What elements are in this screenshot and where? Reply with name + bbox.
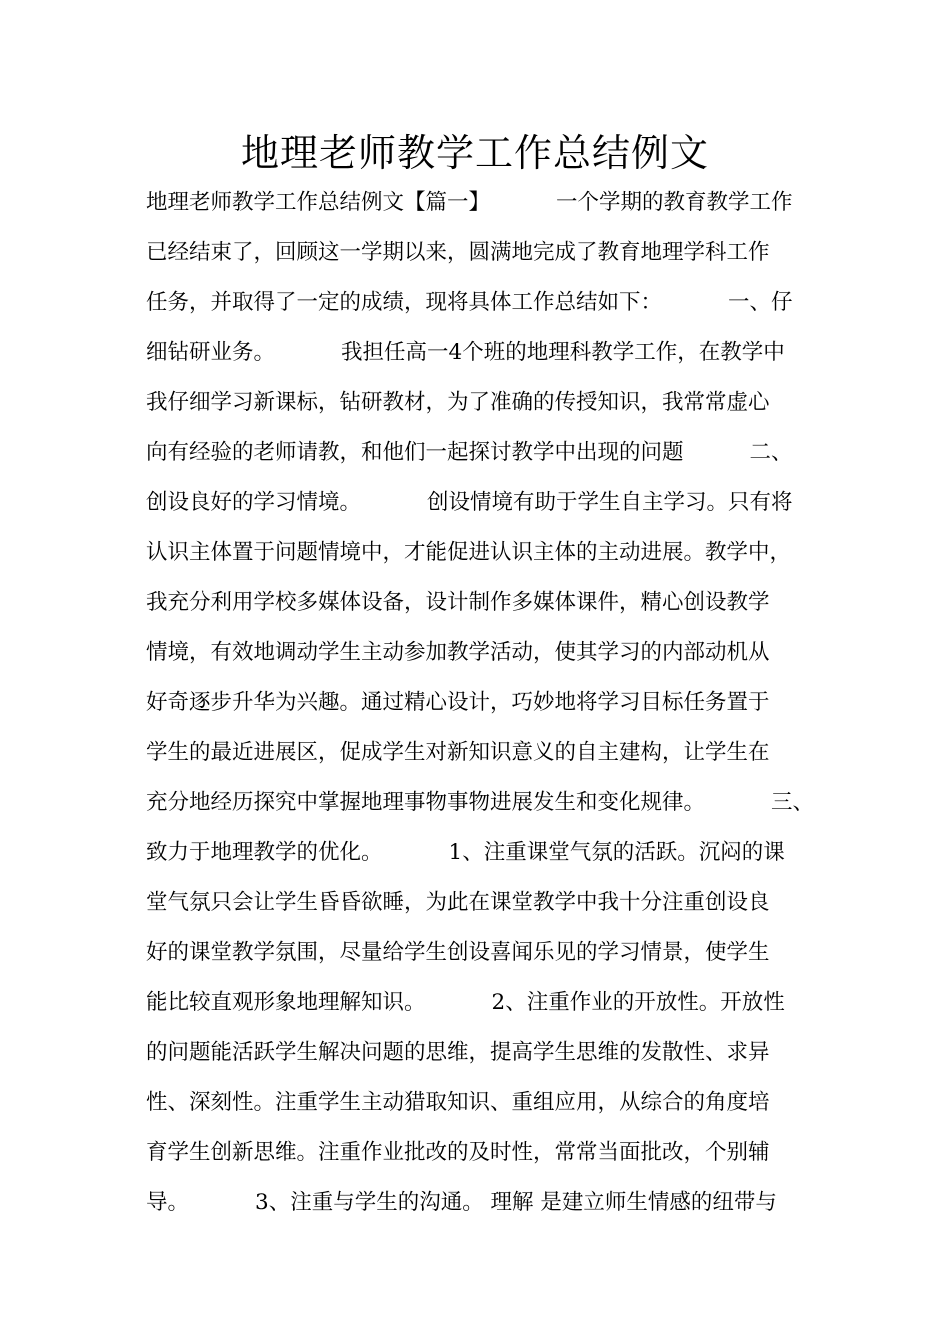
body-text-segment: 地理老师教学工作总结例文【篇一】 [146, 190, 491, 215]
body-text-segment: 二、 [749, 440, 793, 465]
body-text-segment: 育学生创新思维。注重作业批改的及时性，常常当面批改，个别辅 [146, 1140, 770, 1165]
body-text-segment: 能比较直观形象地理解知识。 [146, 990, 426, 1015]
body-line [146, 378, 826, 428]
body-text-segment: 学生的最近进展区，促成学生对新知识意义的自主建构，让学生在 [146, 740, 770, 765]
body-line [146, 878, 826, 928]
body-line [146, 978, 826, 1028]
body-line [146, 678, 826, 728]
body-text-segment: 细钻研业务。 [146, 340, 276, 365]
body-text-segment: 一个学期的教育教学工作 [556, 190, 793, 215]
body-text-segment: 三、 [771, 790, 815, 815]
body-text-segment: 认识主体置于问题情境中，才能促进认识主体的主动进展。教学中， [146, 540, 792, 565]
body-text-segment: 我担任高一4个班的地理科教学工作，在教学中 [341, 340, 785, 365]
body-text-segment: 致力于地理教学的优化。 [146, 840, 383, 865]
body-line [146, 428, 826, 478]
body-text-segment: 创设良好的学习情境。 [146, 490, 362, 515]
body-line [146, 1078, 826, 1128]
body-text-segment: 我仔细学习新课标，钻研教材，为了准确的传授知识，我常常虚心 [146, 390, 770, 415]
document-title: 地理老师教学工作总结例文 [240, 131, 709, 175]
body-text-segment: 性、深刻性。注重学生主动猎取知识、重组应用，从综合的角度培 [146, 1090, 770, 1115]
body-text-segment: 情境，有效地调动学生主动参加教学活动，使其学习的内部动机从 [146, 640, 770, 665]
body-line [146, 1128, 826, 1178]
body-text-segment: 任务，并取得了一定的成绩，现将具体工作总结如下： [146, 290, 663, 315]
body-line [146, 328, 826, 378]
body-text-segment: 已经结束了，回顾这一学期以来，圆满地完成了教育地理学科工作 [146, 240, 770, 265]
body-line [146, 1028, 826, 1078]
body-line [146, 1178, 826, 1228]
body-line [146, 178, 826, 228]
body-text-segment: 3、注重与学生的沟通。 理解 是建立师生情感的纽带与 [255, 1190, 777, 1215]
body-line [146, 478, 826, 528]
body-line [146, 228, 826, 278]
body-text-segment: 2、注重作业的开放性。开放性 [491, 990, 785, 1015]
body-line [146, 528, 826, 578]
body-line [146, 278, 826, 328]
body-text-segment: 一、仔 [728, 290, 793, 315]
body-text-segment: 我充分利用学校多媒体设备，设计制作多媒体课件，精心创设教学 [146, 590, 770, 615]
body-line [146, 728, 826, 778]
body-line [146, 778, 826, 828]
body-text-segment: 创设情境有助于学生自主学习。只有将 [427, 490, 793, 515]
body-text-segment: 充分地经历探究中掌握地理事物事物进展发生和变化规律。 [146, 790, 706, 815]
body-text-segment: 1、注重课堂气氛的活跃。沉闷的课 [448, 840, 785, 865]
body-text-segment: 向有经验的老师请教，和他们一起探讨教学中出现的问题 [146, 440, 684, 465]
document-body [146, 178, 826, 1228]
body-line [146, 578, 826, 628]
body-text-segment: 堂气氛只会让学生昏昏欲睡，为此在课堂教学中我十分注重创设良 [146, 890, 770, 915]
body-line [146, 928, 826, 978]
body-text-segment: 好的课堂教学氛围，尽量给学生创设喜闻乐见的学习情景，使学生 [146, 940, 770, 965]
body-line [146, 628, 826, 678]
body-text-segment: 导。 [146, 1190, 190, 1215]
body-text-segment: 好奇逐步升华为兴趣。通过精心设计，巧妙地将学习目标任务置于 [146, 690, 770, 715]
body-line [146, 828, 826, 878]
body-text-segment: 的问题能活跃学生解决问题的思维，提高学生思维的发散性、求异 [146, 1040, 770, 1065]
